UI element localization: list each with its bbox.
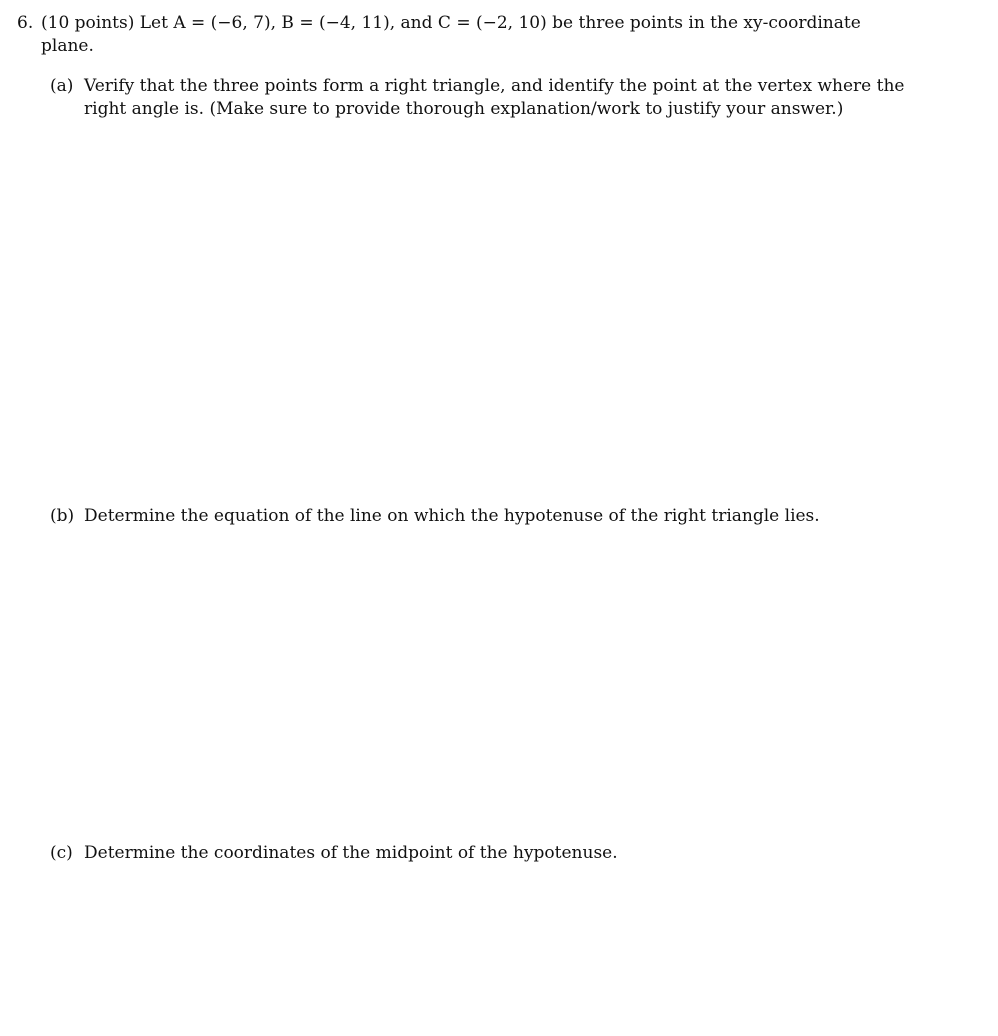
- part-b: [50, 505, 920, 528]
- problem-statement: [17, 12, 917, 58]
- problem-header-line-2: plane.: [41, 36, 94, 56]
- part-c-text: Determine the coordinates of the midpoint of the hypotenuse.: [84, 843, 618, 863]
- part-b-text: Determine the equation of the line on which the hypotenuse of the right triangle lies.: [84, 506, 820, 526]
- part-a: [50, 75, 920, 121]
- part-a-text: Verify that the three points form a right triangle, and identify the point at the vertex where the right angle is. (Make sure to provide thorough explanation/work to justify your answer.): [84, 76, 905, 119]
- part-c: [50, 842, 920, 865]
- problem-intro: (10 points) Let A = (−6, 7), B = (−4, 11), and C = (−2, 10) be three points in the xy-coordinate: [41, 13, 861, 33]
- part-a-label: (a): [50, 76, 74, 96]
- part-b-label: (b): [50, 506, 75, 526]
- problem-header-line-1: [17, 12, 917, 35]
- part-c-label: (c): [50, 843, 73, 863]
- problem-number: 6.: [17, 13, 34, 33]
